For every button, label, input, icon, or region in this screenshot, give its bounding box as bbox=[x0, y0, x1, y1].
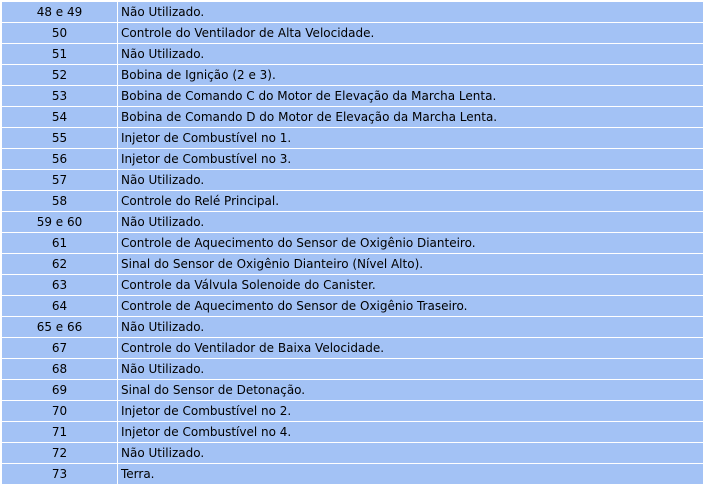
table-row bbox=[2, 443, 703, 463]
table-row bbox=[2, 107, 703, 127]
pin-number: 61 bbox=[2, 233, 117, 253]
table-row bbox=[2, 23, 703, 43]
table-row bbox=[2, 359, 703, 379]
table-row bbox=[2, 212, 703, 232]
pin-number: 50 bbox=[2, 23, 117, 43]
pin-description: Não Utilizado. bbox=[118, 44, 703, 64]
pin-number: 54 bbox=[2, 107, 117, 127]
table-row bbox=[2, 338, 703, 358]
pin-description-table bbox=[1, 1, 704, 485]
pin-number: 57 bbox=[2, 170, 117, 190]
pin-description: Não Utilizado. bbox=[118, 212, 703, 232]
pin-description: Bobina de Comando D do Motor de Elevação da Marcha Lenta. bbox=[118, 107, 703, 127]
pin-number: 64 bbox=[2, 296, 117, 316]
pin-number: 67 bbox=[2, 338, 117, 358]
pin-description: Bobina de Comando C do Motor de Elevação da Marcha Lenta. bbox=[118, 86, 703, 106]
table-row bbox=[2, 254, 703, 274]
table-row bbox=[2, 191, 703, 211]
table-row bbox=[2, 464, 703, 484]
pin-description: Controle de Aquecimento do Sensor de Oxigênio Traseiro. bbox=[118, 296, 703, 316]
pin-number: 65 e 66 bbox=[2, 317, 117, 337]
pin-description: Não Utilizado. bbox=[118, 317, 703, 337]
table-row bbox=[2, 86, 703, 106]
pin-description: Terra. bbox=[118, 464, 703, 484]
pin-description: Injetor de Combustível no 3. bbox=[118, 149, 703, 169]
pin-number: 48 e 49 bbox=[2, 2, 117, 22]
table-row bbox=[2, 317, 703, 337]
pin-number: 62 bbox=[2, 254, 117, 274]
table-row bbox=[2, 233, 703, 253]
table-row bbox=[2, 401, 703, 421]
pin-number: 55 bbox=[2, 128, 117, 148]
table-row bbox=[2, 296, 703, 316]
pin-number: 72 bbox=[2, 443, 117, 463]
table-row bbox=[2, 65, 703, 85]
pin-number: 53 bbox=[2, 86, 117, 106]
pin-description: Bobina de Ignição (2 e 3). bbox=[118, 65, 703, 85]
pin-number: 68 bbox=[2, 359, 117, 379]
pin-number: 51 bbox=[2, 44, 117, 64]
table-row bbox=[2, 422, 703, 442]
pin-number: 59 e 60 bbox=[2, 212, 117, 232]
pin-number: 71 bbox=[2, 422, 117, 442]
pin-description: Controle do Ventilador de Alta Velocidade. bbox=[118, 23, 703, 43]
table-row bbox=[2, 170, 703, 190]
pin-number: 63 bbox=[2, 275, 117, 295]
pin-number: 73 bbox=[2, 464, 117, 484]
pin-description: Não Utilizado. bbox=[118, 443, 703, 463]
pin-description: Sinal do Sensor de Oxigênio Dianteiro (Nível Alto). bbox=[118, 254, 703, 274]
pin-description: Injetor de Combustível no 1. bbox=[118, 128, 703, 148]
table-row bbox=[2, 44, 703, 64]
table-row bbox=[2, 128, 703, 148]
pin-number: 69 bbox=[2, 380, 117, 400]
pin-number: 58 bbox=[2, 191, 117, 211]
pin-description: Não Utilizado. bbox=[118, 2, 703, 22]
table-row bbox=[2, 380, 703, 400]
table-row bbox=[2, 275, 703, 295]
pin-description: Controle do Relé Principal. bbox=[118, 191, 703, 211]
pin-description: Injetor de Combustível no 4. bbox=[118, 422, 703, 442]
pin-description: Não Utilizado. bbox=[118, 170, 703, 190]
pin-number: 52 bbox=[2, 65, 117, 85]
table-row bbox=[2, 2, 703, 22]
pin-description: Controle da Válvula Solenoide do Canister. bbox=[118, 275, 703, 295]
pin-description: Sinal do Sensor de Detonação. bbox=[118, 380, 703, 400]
pin-description: Injetor de Combustível no 2. bbox=[118, 401, 703, 421]
pin-description: Controle do Ventilador de Baixa Velocidade. bbox=[118, 338, 703, 358]
table-row bbox=[2, 149, 703, 169]
pin-number: 56 bbox=[2, 149, 117, 169]
pin-number: 70 bbox=[2, 401, 117, 421]
pin-table-body bbox=[2, 2, 703, 484]
pin-description: Controle de Aquecimento do Sensor de Oxigênio Dianteiro. bbox=[118, 233, 703, 253]
pin-description: Não Utilizado. bbox=[118, 359, 703, 379]
